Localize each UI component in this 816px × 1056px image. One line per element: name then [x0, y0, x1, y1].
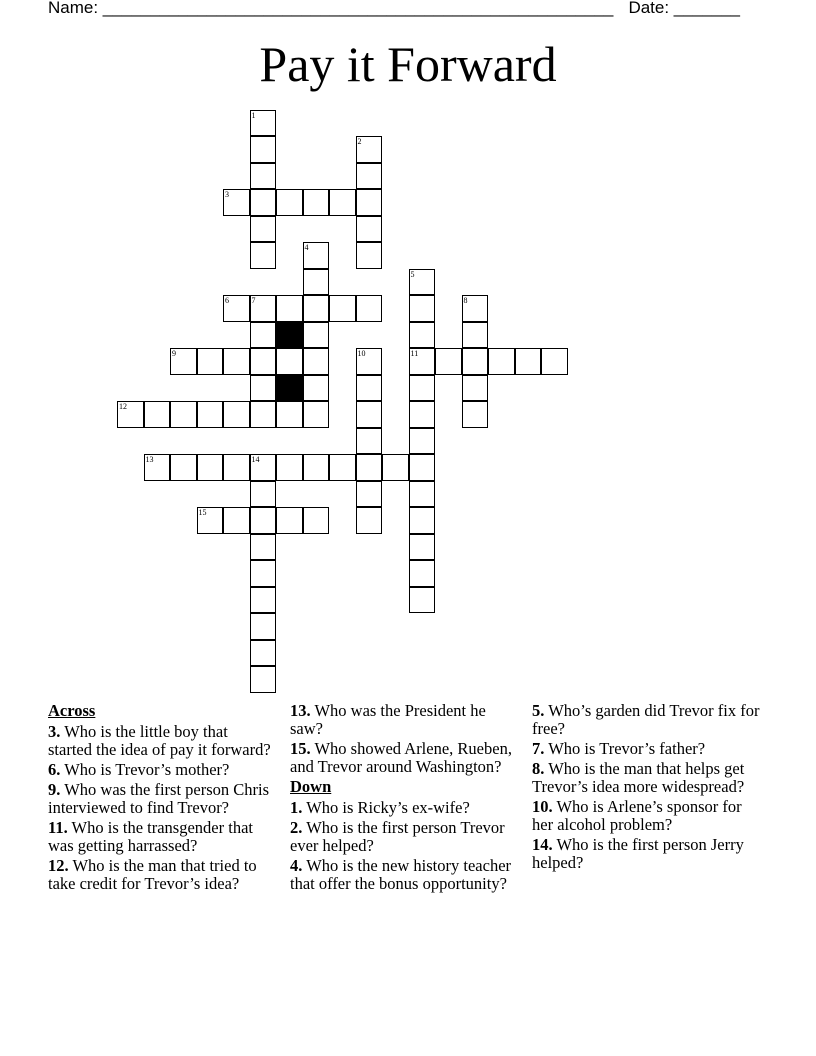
- clue-text: Who is the new history teacher that offer the bonus opportunity?: [290, 856, 512, 893]
- clues-column-2: [290, 702, 512, 895]
- clue-number: 7: [251, 296, 256, 305]
- clue: [48, 723, 274, 759]
- clue: [290, 799, 512, 817]
- grid-cell[interactable]: [223, 295, 250, 322]
- clue-text: Who is Trevor’s mother?: [60, 760, 230, 779]
- grid-cell[interactable]: [409, 534, 436, 561]
- clue-number-label: 13.: [290, 701, 311, 720]
- date-field[interactable]: Date: _______: [628, 0, 740, 17]
- clue-number-label: 12.: [48, 856, 69, 875]
- grid-cell[interactable]: [144, 401, 171, 428]
- grid-cell[interactable]: [329, 189, 356, 216]
- clue-number: 15: [198, 508, 207, 517]
- clue-number: 1: [251, 110, 256, 120]
- grid-cell[interactable]: [250, 666, 277, 693]
- grid-cell[interactable]: [356, 216, 383, 243]
- clue-number-label: 10.: [532, 797, 553, 816]
- grid-cell[interactable]: [409, 587, 436, 614]
- clue: [48, 819, 274, 855]
- grid-cell[interactable]: [250, 242, 277, 269]
- grid-cell[interactable]: [303, 375, 330, 402]
- clue-text: Who is the first person Trevor ever helped?: [290, 818, 505, 855]
- clue-text: Who’s garden did Trevor fix for free?: [532, 701, 760, 738]
- grid-cell[interactable]: [276, 454, 303, 481]
- grid-cell[interactable]: [356, 428, 383, 455]
- clue: [290, 740, 512, 776]
- grid-cell[interactable]: [409, 375, 436, 402]
- grid-cell[interactable]: [488, 348, 515, 375]
- grid-cell[interactable]: [117, 401, 144, 428]
- grid-cell[interactable]: [223, 348, 250, 375]
- grid-cell[interactable]: [356, 242, 383, 269]
- clue-text: Who is Trevor’s father?: [544, 739, 706, 758]
- clue-number: 11: [410, 349, 419, 358]
- blocked-cell: [276, 375, 303, 402]
- grid-cell[interactable]: [356, 295, 383, 322]
- grid-cell[interactable]: [250, 110, 277, 137]
- grid-cell[interactable]: [409, 481, 436, 508]
- down-clue-list-continued: [532, 702, 762, 872]
- clue: [532, 702, 762, 738]
- grid-cell[interactable]: [409, 428, 436, 455]
- grid-cell[interactable]: [250, 534, 277, 561]
- clue-number-label: 15.: [290, 739, 311, 758]
- clue-number-label: 6.: [48, 760, 61, 779]
- grid-cell[interactable]: [170, 454, 197, 481]
- grid-cell[interactable]: [356, 454, 383, 481]
- grid-cell[interactable]: [250, 481, 277, 508]
- grid-cell[interactable]: [250, 375, 277, 402]
- grid-cell[interactable]: [276, 401, 303, 428]
- grid-cell[interactable]: [303, 454, 330, 481]
- grid-cell[interactable]: [462, 322, 489, 349]
- grid-cell[interactable]: [276, 507, 303, 534]
- clue-number: 9: [172, 349, 176, 358]
- grid-cell[interactable]: [197, 454, 224, 481]
- across-clue-list-continued: [290, 702, 512, 776]
- grid-cell[interactable]: [515, 348, 542, 375]
- clue-text: Who is the man that helps get Trevor’s idea more widespread?: [532, 759, 745, 796]
- clue-number: 8: [463, 296, 468, 305]
- grid-cell[interactable]: [409, 401, 436, 428]
- clue-number: 5: [410, 269, 415, 279]
- clue-number: 12: [119, 402, 127, 411]
- grid-cell[interactable]: [303, 507, 330, 534]
- clue-text: Who is Ricky’s ex-wife?: [302, 798, 470, 817]
- grid-cell[interactable]: [409, 560, 436, 587]
- grid-cell[interactable]: [250, 322, 277, 349]
- grid-cell[interactable]: [250, 189, 277, 216]
- blocked-cell: [276, 322, 303, 349]
- grid-cell[interactable]: [303, 322, 330, 349]
- clue: [532, 760, 762, 796]
- clue-text: Who was the first person Chris interviewed to find Trevor?: [48, 780, 270, 817]
- clue-number: 2: [357, 137, 362, 146]
- grid-cell[interactable]: [435, 348, 462, 375]
- grid-cell[interactable]: [356, 136, 383, 163]
- clue: [290, 702, 512, 738]
- grid-cell[interactable]: [170, 348, 197, 375]
- grid-cell[interactable]: [462, 401, 489, 428]
- clue-number-label: 9.: [48, 780, 61, 799]
- clue: [48, 857, 274, 893]
- name-field[interactable]: Name: ______________________________________________________: [48, 0, 614, 17]
- grid-cell[interactable]: [303, 348, 330, 375]
- clue-number-label: 3.: [48, 722, 61, 741]
- grid-cell[interactable]: [409, 269, 436, 296]
- clue-number: 6: [225, 296, 229, 305]
- grid-cell[interactable]: [329, 295, 356, 322]
- grid-cell[interactable]: [276, 348, 303, 375]
- grid-cell[interactable]: [356, 507, 383, 534]
- grid-cell[interactable]: [250, 587, 277, 614]
- grid-cell[interactable]: [223, 401, 250, 428]
- grid-cell[interactable]: [197, 348, 224, 375]
- clue-text: Who is the man that tried to take credit for Trevor’s idea?: [48, 856, 257, 893]
- page-title: Pay it Forward: [259, 36, 557, 92]
- clue: [290, 857, 512, 893]
- grid-cell[interactable]: [197, 401, 224, 428]
- clue-number-label: 2.: [290, 818, 303, 837]
- grid-cell[interactable]: [250, 216, 277, 243]
- clue-text: Who was the President he saw?: [290, 701, 486, 738]
- clue-number-label: 4.: [290, 856, 303, 875]
- grid-cell[interactable]: [303, 189, 330, 216]
- grid-cell[interactable]: [223, 454, 250, 481]
- down-clue-list: [290, 799, 512, 893]
- grid-cell[interactable]: [250, 507, 277, 534]
- clue-number: 3: [225, 190, 229, 199]
- grid-cell[interactable]: [303, 401, 330, 428]
- grid-cell[interactable]: [462, 295, 489, 322]
- clue-text: Who showed Arlene, Rueben, and Trevor around Washington?: [290, 739, 512, 776]
- grid-cell[interactable]: [250, 560, 277, 587]
- grid-cell[interactable]: [356, 375, 383, 402]
- grid-cell[interactable]: [409, 322, 436, 349]
- grid-cell[interactable]: [250, 640, 277, 667]
- grid-cell[interactable]: [356, 481, 383, 508]
- clue-number-label: 11.: [48, 818, 68, 837]
- clue: [532, 798, 762, 834]
- clue-text: Who is the little boy that started the idea of pay it forward?: [48, 722, 271, 759]
- clue-number: 13: [145, 455, 154, 464]
- grid-cell[interactable]: [144, 454, 171, 481]
- grid-cell[interactable]: [409, 348, 436, 375]
- grid-cell[interactable]: [170, 401, 197, 428]
- across-heading: Across: [48, 701, 96, 720]
- clue-text: Who is the transgender that was getting harrassed?: [48, 818, 253, 855]
- grid-cell[interactable]: [409, 454, 436, 481]
- grid-cell[interactable]: [250, 613, 277, 640]
- grid-cell[interactable]: [382, 454, 409, 481]
- grid-cell[interactable]: [303, 295, 330, 322]
- grid-cell[interactable]: [250, 295, 277, 322]
- grid-cell[interactable]: [409, 507, 436, 534]
- across-clue-list: [48, 723, 274, 893]
- clue-text: Who is Arlene’s sponsor for her alcohol problem?: [532, 797, 742, 834]
- grid-cell[interactable]: [303, 269, 330, 296]
- grid-cell[interactable]: [250, 454, 277, 481]
- grid-cell[interactable]: [197, 507, 224, 534]
- grid-cell[interactable]: [409, 295, 436, 322]
- grid-cell[interactable]: [356, 401, 383, 428]
- clue: [532, 836, 762, 872]
- grid-cell[interactable]: [356, 189, 383, 216]
- clue-number-label: 8.: [532, 759, 545, 778]
- grid-cell[interactable]: [276, 295, 303, 322]
- grid-cell[interactable]: [250, 163, 277, 190]
- clues-column-3: [532, 702, 762, 874]
- grid-cell[interactable]: [462, 348, 489, 375]
- grid-cell[interactable]: [462, 375, 489, 402]
- grid-cell[interactable]: [276, 189, 303, 216]
- down-heading: Down: [290, 777, 332, 796]
- clues-column-1: [48, 702, 274, 895]
- clue-number-label: 14.: [532, 835, 553, 854]
- grid-cell[interactable]: [223, 507, 250, 534]
- grid-cell[interactable]: [541, 348, 568, 375]
- clue-number-label: 1.: [290, 798, 303, 817]
- grid-cell[interactable]: [250, 348, 277, 375]
- clue-number-label: 5.: [532, 701, 545, 720]
- clue: [48, 781, 274, 817]
- clue-number: 4: [304, 243, 309, 252]
- grid-cell[interactable]: [223, 189, 250, 216]
- grid-cell[interactable]: [329, 454, 356, 481]
- clue-number-label: 7.: [532, 739, 545, 758]
- clue-number: 10: [357, 349, 366, 358]
- clue: [48, 761, 274, 779]
- grid-cell[interactable]: [356, 163, 383, 190]
- clue: [532, 740, 762, 758]
- grid-cell[interactable]: [356, 348, 383, 375]
- grid-cell[interactable]: [303, 242, 330, 269]
- grid-cell[interactable]: [250, 401, 277, 428]
- clue-text: Who is the first person Jerry helped?: [532, 835, 744, 872]
- clue: [290, 819, 512, 855]
- clue-number: 14: [251, 455, 260, 464]
- grid-cell[interactable]: [250, 136, 277, 163]
